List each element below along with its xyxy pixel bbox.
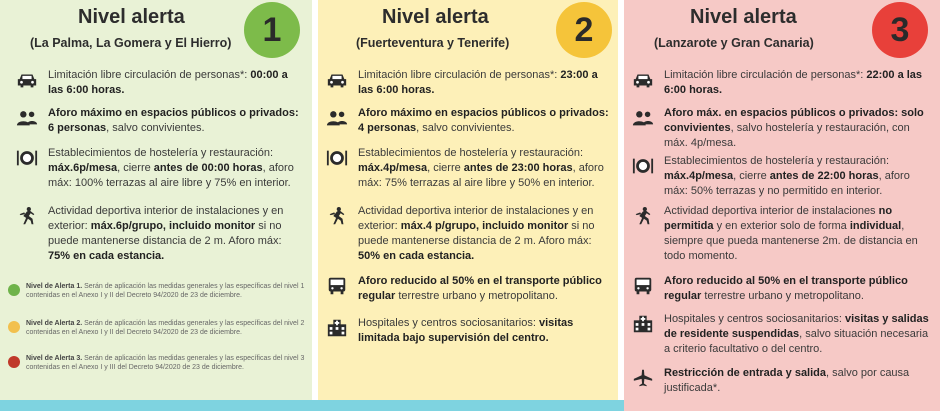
plain-text: Establecimientos de hostelería y restauración: bbox=[358, 147, 584, 159]
plain-text: , salvo convivientes. bbox=[416, 122, 515, 134]
rule-text bbox=[358, 106, 610, 136]
dining-icon bbox=[632, 156, 654, 176]
bold-text: Aforo reducido al 50% en el transporte público regular bbox=[358, 275, 602, 302]
panel-header bbox=[624, 0, 940, 62]
plain-text: Establecimientos de hostelería y restauración: bbox=[664, 155, 890, 167]
bold-text: antes de 00:00 horas bbox=[153, 162, 263, 174]
plain-text: si no puede mantenerse distancia de 2 m. Aforo máx: bbox=[358, 220, 595, 247]
rule-item-capacity bbox=[632, 106, 934, 151]
plain-text: Limitación libre circulación de personas*: bbox=[664, 69, 867, 81]
rule-item-restaurants bbox=[326, 146, 610, 191]
panel-title: Nivel alerta bbox=[78, 6, 185, 28]
level-badge: 3 bbox=[872, 2, 928, 58]
plain-text: , cierre bbox=[427, 162, 464, 174]
rule-item-hospitals bbox=[632, 312, 934, 357]
bold-text: visitas y salidas de residente suspendidas bbox=[664, 313, 929, 340]
legend-description: Serán de aplicación las medidas generales y las específicas del nivel 2 contenidas en el Anexo I y II del Decreto 94/2020 de 23 de diciembre. bbox=[26, 320, 305, 336]
bold-text: máx.6p/mesa bbox=[48, 162, 118, 174]
legend-text bbox=[26, 319, 306, 337]
bold-text: máx.4p/mesa bbox=[358, 162, 428, 174]
rule-text bbox=[358, 274, 610, 304]
dining-icon bbox=[326, 148, 348, 168]
bold-text: 23:00 a las 6:00 horas. bbox=[358, 69, 598, 96]
bold-text: visitas limitada bajo supervisión del centro. bbox=[358, 317, 574, 344]
plain-text: Actividad deportiva interior de instalaciones bbox=[664, 205, 879, 217]
bold-text: 00:00 a las 6:00 horas. bbox=[48, 69, 288, 96]
rule-text bbox=[664, 312, 934, 357]
bold-text: 50% en cada estancia. bbox=[358, 250, 475, 262]
rule-item-curfew bbox=[632, 68, 934, 98]
hospital-icon bbox=[326, 318, 348, 338]
bottom-banner-right bbox=[624, 400, 940, 411]
panel-subtitle: (La Palma, La Gomera y El Hierro) bbox=[30, 36, 232, 50]
rule-text bbox=[358, 146, 610, 191]
bold-text: 22:00 a las 6:00 horas. bbox=[664, 69, 923, 96]
plain-text: , aforo máx: 50% terrazas y no permitido en interior. bbox=[664, 170, 910, 197]
rule-text bbox=[664, 204, 934, 264]
plain-text: y en exterior solo de forma bbox=[713, 220, 850, 232]
alert-panel-level-3 bbox=[624, 0, 940, 411]
runner-icon bbox=[632, 206, 654, 226]
rule-text bbox=[664, 366, 934, 396]
rule-item-restaurants bbox=[16, 146, 304, 191]
people-icon bbox=[16, 108, 38, 128]
bold-text: antes de 23:00 horas bbox=[463, 162, 573, 174]
rule-item-sports bbox=[632, 204, 934, 264]
plain-text: , aforo máx: 100% terrazas al aire libre y 75% en interior. bbox=[48, 162, 294, 189]
rule-text bbox=[664, 68, 934, 98]
bold-text: Aforo máximo en espacios públicos o privados: bbox=[358, 107, 609, 119]
bold-text: antes de 22:00 horas bbox=[769, 170, 879, 182]
plain-text: , cierre bbox=[117, 162, 154, 174]
plain-text: terrestre urbano y metropolitano. bbox=[701, 290, 864, 302]
plain-text: Actividad deportiva interior de instalaciones y en exterior: bbox=[48, 205, 284, 232]
bold-text: 75% en cada estancia. bbox=[48, 250, 165, 262]
alert-panel-level-2 bbox=[318, 0, 618, 411]
bold-text: Aforo reducido al 50% en el transporte público regular bbox=[664, 275, 908, 302]
rule-text bbox=[664, 154, 934, 199]
car-icon bbox=[16, 70, 38, 90]
legend-label: Nivel de Alerta 1. bbox=[26, 283, 83, 290]
panel-header bbox=[0, 0, 312, 62]
bold-text: máx.4p/mesa bbox=[664, 170, 734, 182]
rule-text bbox=[48, 204, 304, 264]
car-icon bbox=[632, 70, 654, 90]
legend-description: Serán de aplicación las medidas generales y las específicas del nivel 3 contenidas en el Anexo I y III del Decreto 94/2020 de 23 de diciembre. bbox=[26, 355, 305, 371]
bold-text: máx.6p/grupo, incluido monitor bbox=[90, 220, 256, 232]
green-dot-icon bbox=[8, 284, 20, 296]
plain-text: Limitación libre circulación de personas*: bbox=[48, 69, 251, 81]
plain-text: , salvo hostelería y restauración, con máx. 4p/mesa. bbox=[664, 122, 910, 149]
rule-item-capacity bbox=[326, 106, 610, 136]
alert-panel-level-1 bbox=[0, 0, 312, 411]
bold-text: máx.4 p/grupo, incluido monitor bbox=[400, 220, 569, 232]
runner-icon bbox=[326, 206, 348, 226]
legend-label: Nivel de Alerta 3. bbox=[26, 355, 83, 362]
bus-icon bbox=[326, 276, 348, 296]
plain-text: Establecimientos de hostelería y restauración: bbox=[48, 147, 274, 159]
people-icon bbox=[632, 108, 654, 128]
bold-text: Aforo máximo en espacios públicos o privados: bbox=[48, 107, 299, 119]
panel-subtitle: (Lanzarote y Gran Canaria) bbox=[654, 36, 814, 50]
plain-text: Hospitales y centros sociosanitarios: bbox=[358, 317, 539, 329]
bold-text: 6 personas bbox=[48, 122, 107, 134]
rule-item-capacity bbox=[16, 106, 304, 136]
legend-text bbox=[26, 354, 306, 372]
panel-subtitle: (Fuerteventura y Tenerife) bbox=[356, 36, 510, 50]
plain-text: , siempre que pueda mantenerse 2m. de distancia en todo momento. bbox=[664, 220, 918, 262]
rule-text bbox=[48, 68, 304, 98]
rule-item-transport bbox=[632, 274, 934, 304]
rule-text bbox=[48, 146, 304, 191]
panel-title: Nivel alerta bbox=[382, 6, 489, 28]
panel-header bbox=[318, 0, 618, 62]
rule-item-curfew bbox=[16, 68, 304, 98]
plain-text: Actividad deportiva interior de instalaciones y en exterior: bbox=[358, 205, 594, 232]
runner-icon bbox=[16, 206, 38, 226]
bus-icon bbox=[632, 276, 654, 296]
car-icon bbox=[326, 70, 348, 90]
dining-icon bbox=[16, 148, 38, 168]
rule-item-restaurants bbox=[632, 154, 934, 199]
bold-text: Aforo máx. en espacios públicos o privados: solo convivientes bbox=[664, 107, 924, 134]
plain-text: , salvo por causa justificada*. bbox=[664, 367, 910, 394]
people-icon bbox=[326, 108, 348, 128]
yellow-dot-icon bbox=[8, 321, 20, 333]
bold-text: no permitida bbox=[664, 205, 893, 232]
bold-text: 4 personas bbox=[358, 122, 417, 134]
rule-text bbox=[358, 316, 610, 346]
legend-description: Serán de aplicación las medidas generales y las específicas del nivel 1 contenidas en el Anexo I y II del Decreto 94/2020 de 23 de diciembre. bbox=[26, 283, 305, 299]
legend-label: Nivel de Alerta 2. bbox=[26, 320, 83, 327]
rule-item-transport bbox=[326, 274, 610, 304]
rule-text bbox=[664, 274, 934, 304]
rule-text bbox=[664, 106, 934, 151]
legend-text bbox=[26, 282, 306, 300]
rule-item-sports bbox=[326, 204, 610, 264]
plain-text: si no puede mantenerse distancia de 2 m. Aforo máx: bbox=[48, 220, 282, 247]
plain-text: , salvo convivientes. bbox=[106, 122, 205, 134]
rule-text bbox=[358, 204, 610, 264]
rule-item-travel bbox=[632, 366, 934, 396]
hospital-icon bbox=[632, 314, 654, 334]
rule-text bbox=[48, 106, 304, 136]
rule-item-hospitals bbox=[326, 316, 610, 346]
legend-item-level-1 bbox=[8, 282, 306, 300]
level-badge: 2 bbox=[556, 2, 612, 58]
panel-title: Nivel alerta bbox=[690, 6, 797, 28]
level-badge: 1 bbox=[244, 2, 300, 58]
bottom-banner bbox=[0, 400, 624, 411]
rule-item-curfew bbox=[326, 68, 610, 98]
bold-text: individual bbox=[849, 220, 902, 232]
plain-text: Limitación libre circulación de personas*: bbox=[358, 69, 561, 81]
plain-text: Hospitales y centros sociosanitarios: bbox=[664, 313, 845, 325]
plain-text: , cierre bbox=[733, 170, 770, 182]
legend-item-level-2 bbox=[8, 319, 306, 337]
bold-text: Restricción de entrada y salida bbox=[664, 367, 827, 379]
plane-icon bbox=[632, 368, 654, 388]
rule-text bbox=[358, 68, 610, 98]
rule-item-sports bbox=[16, 204, 304, 264]
plain-text: , salvo situación necesaria a criterio facultativo o del centro. bbox=[664, 328, 929, 355]
plain-text: terrestre urbano y metropolitano. bbox=[395, 290, 558, 302]
legend-item-level-3 bbox=[8, 354, 306, 372]
plain-text: , aforo máx: 75% terrazas al aire libre y 50% en interior. bbox=[358, 162, 604, 189]
red-dot-icon bbox=[8, 356, 20, 368]
